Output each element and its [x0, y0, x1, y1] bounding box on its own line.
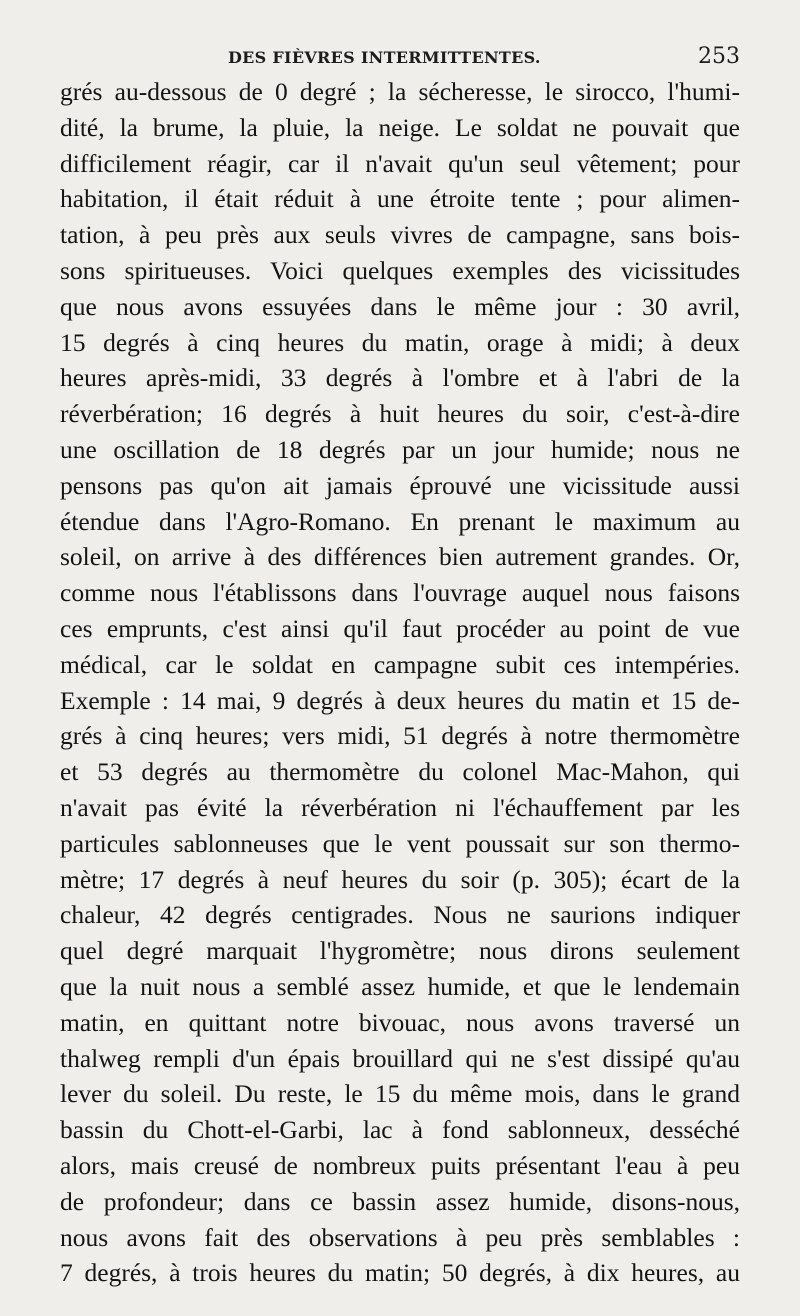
text-line: et 53 degrés au thermomètre du colonel Mac-Mahon, qui	[60, 757, 740, 787]
page-number: 253	[698, 44, 740, 69]
text-line: heures après-midi, 33 degrés à l'ombre et à l'abri de la	[60, 363, 740, 393]
text-line: de profondeur; dans ce bassin assez humide, disons-nous,	[60, 1186, 740, 1216]
text-line: dité, la brume, la pluie, la neige. Le soldat ne pouvait que	[60, 112, 740, 142]
text-line: chaleur, 42 degrés centigrades. Nous ne saurions indiquer	[60, 900, 740, 930]
text-line: pensons pas qu'on ait jamais éprouvé une vicissitude aussi	[60, 470, 740, 500]
text-line: nous avons fait des observations à peu près semblables :	[60, 1222, 740, 1252]
text-line: tation, à peu près aux seuls vivres de campagne, sans bois-	[60, 220, 740, 250]
text-line: soleil, on arrive à des différences bien autrement grandes. Or,	[60, 542, 740, 572]
text-line: alors, mais creusé de nombreux puits présentant l'eau à peu	[60, 1150, 740, 1180]
text-line: n'avait pas évité la réverbération ni l'échauffement par les	[60, 792, 740, 822]
text-line: grés au-dessous de 0 degré ; la sécheresse, le sirocco, l'humi-	[60, 77, 740, 106]
running-head	[60, 40, 740, 70]
text-line: ces emprunts, c'est ainsi qu'il faut procéder au point de vue	[60, 613, 740, 643]
text-line: que nous avons essuyées dans le même jour : 30 avril,	[60, 291, 740, 321]
text-line: particules sablonneuses que le vent poussait sur son thermo-	[60, 828, 740, 858]
text-line: bassin du Chott-el-Garbi, lac à fond sablonneux, desséché	[60, 1115, 740, 1145]
text-line: médical, car le soldat en campagne subit ces intempéries.	[60, 649, 740, 679]
text-line: matin, en quittant notre bivouac, nous avons traversé un	[60, 1007, 740, 1037]
text-line: thalweg rempli d'un épais brouillard qui ne s'est dissipé qu'au	[60, 1043, 740, 1073]
text-line: 15 degrés à cinq heures du matin, orage à midi; à deux	[60, 327, 740, 357]
text-line: lever du soleil. Du reste, le 15 du même mois, dans le grand	[60, 1079, 740, 1109]
text-line: comme nous l'établissons dans l'ouvrage auquel nous faisons	[60, 578, 740, 608]
text-line: étendue dans l'Agro-Romano. En prenant le maximum au	[60, 506, 740, 536]
text-line: que la nuit nous a semblé assez humide, et que le lendemain	[60, 971, 740, 1001]
text-line: sons spiritueuses. Voici quelques exemples des vicissitudes	[60, 255, 740, 285]
text-line: une oscillation de 18 degrés par un jour humide; nous ne	[60, 434, 740, 464]
text-line: difficilement réagir, car il n'avait qu'un seul vêtement; pour	[60, 148, 740, 178]
text-line: quel degré marquait l'hygromètre; nous dirons seulement	[60, 936, 740, 966]
text-line: Exemple : 14 mai, 9 degrés à deux heures du matin et 15 de-	[60, 685, 740, 715]
text-line: habitation, il était réduit à une étroite tente ; pour alimen-	[60, 184, 740, 214]
text-line: grés à cinq heures; vers midi, 51 degrés à notre thermomètre	[60, 721, 740, 751]
text-line: réverbération; 16 degrés à huit heures du soir, c'est-à-dire	[60, 399, 740, 429]
text-line: 7 degrés, à trois heures du matin; 50 degrés, à dix heures, au	[60, 1258, 740, 1288]
body-text	[60, 74, 740, 1291]
running-title: DES FIÈVRES INTERMITTENTES.	[228, 48, 541, 67]
text-line: mètre; 17 degrés à neuf heures du soir (p. 305); écart de la	[60, 864, 740, 894]
